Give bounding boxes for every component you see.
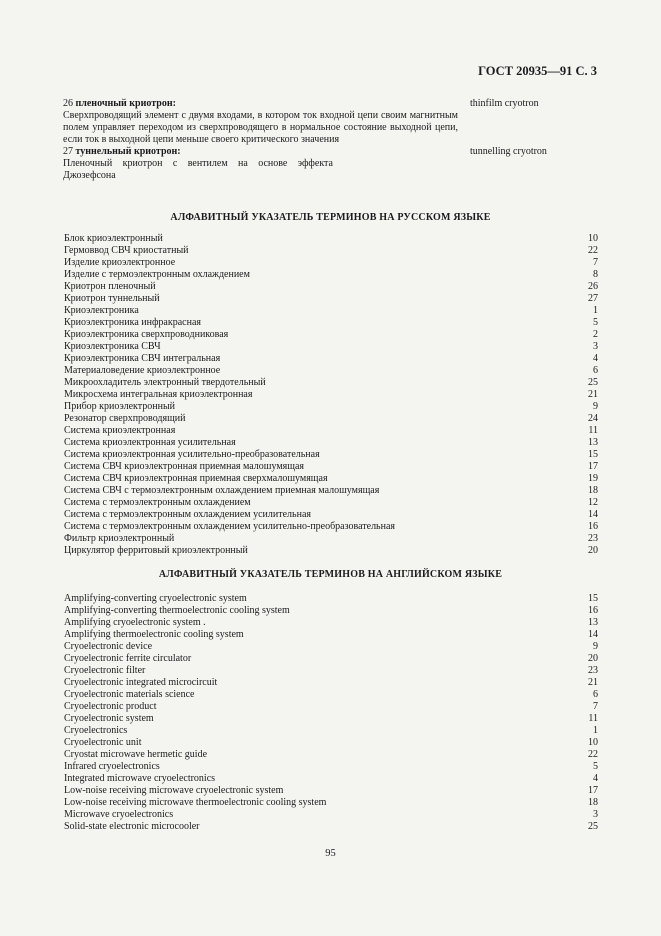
index-row — [64, 689, 598, 701]
term-definition: Сверхпроводящий элемент с двумя входами, в котором ток входной цепи своим магнитным полем управляет переходом из сверхпроводящего в нормальное состояние выходной цепи, если ток в выходной цепи меньше своего критического значения — [63, 110, 458, 145]
index-row — [64, 797, 598, 809]
index-term-number: 23 — [588, 533, 598, 544]
index-term-number: 16 — [588, 605, 598, 616]
index-row — [64, 461, 598, 473]
index-term-number: 25 — [588, 377, 598, 388]
index-term-number: 5 — [593, 317, 598, 328]
index-term: Прибор криоэлектронный — [64, 401, 176, 412]
index-term-number: 4 — [593, 773, 598, 784]
index-term: Cryoelectronic ferrite circulator — [64, 653, 192, 664]
index-row — [64, 629, 598, 641]
term-number: 27 — [63, 146, 73, 157]
index-term-number: 3 — [593, 809, 598, 820]
index-term: Cryoelectronic materials science — [64, 689, 195, 700]
index-term: Криоэлектроника СВЧ — [64, 341, 161, 352]
index-term: Криоэлектроника инфракрасная — [64, 317, 201, 328]
index-term: Микроохладитель электронный твердотельный — [64, 377, 266, 388]
index-row — [64, 617, 598, 629]
index-row — [64, 701, 598, 713]
index-term: Amplifying-converting thermoelectronic cooling system — [64, 605, 290, 616]
index-term: Cryoelectronic product — [64, 701, 157, 712]
index-term: Криоэлектроника — [64, 305, 139, 316]
index-row — [64, 329, 598, 341]
index-term: Циркулятор ферритовый криоэлектронный — [64, 545, 248, 556]
index-term-number: 15 — [588, 449, 598, 460]
index-term-number: 3 — [593, 341, 598, 352]
index-row — [64, 233, 598, 245]
index-term-number: 18 — [588, 485, 598, 496]
index-row — [64, 749, 598, 761]
index-term-number: 2 — [593, 329, 598, 340]
term-number: 26 — [63, 98, 73, 109]
index-row — [64, 245, 598, 257]
index-row — [64, 269, 598, 281]
index-term-number: 17 — [588, 785, 598, 796]
index-row — [64, 437, 598, 449]
term-entry-26 — [63, 98, 597, 146]
index-row — [64, 521, 598, 533]
index-term: Система криоэлектронная усилительная — [64, 437, 236, 448]
index-term: Система СВЧ криоэлектронная приемная сверхмалошумящая — [64, 473, 328, 484]
index-term-number: 16 — [588, 521, 598, 532]
index-term-number: 22 — [588, 749, 598, 760]
index-row — [64, 341, 598, 353]
index-term-number: 11 — [588, 713, 598, 724]
index-term-number: 1 — [593, 725, 598, 736]
index-term-number: 25 — [588, 821, 598, 832]
index-row — [64, 677, 598, 689]
index-term-number: 6 — [593, 365, 598, 376]
index-row — [64, 533, 598, 545]
term-name: пленочный криотрон: — [75, 98, 176, 109]
index-row — [64, 641, 598, 653]
term-name: туннельный криотрон: — [75, 146, 181, 157]
index-row — [64, 353, 598, 365]
index-term: Microwave cryoelectronics — [64, 809, 174, 820]
index-term-number: 19 — [588, 473, 598, 484]
index-term: Гермоввод СВЧ криостатный — [64, 245, 189, 256]
index-row — [64, 389, 598, 401]
term-entry-27 — [63, 146, 597, 182]
index-term: Amplifying thermoelectronic cooling system — [64, 629, 244, 640]
index-row — [64, 773, 598, 785]
index-term: Система с термоэлектронным охлаждением усилительно-преобразовательная — [64, 521, 396, 532]
index-term-number: 21 — [588, 677, 598, 688]
index-row — [64, 305, 598, 317]
index-term: Система с термоэлектронным охлаждением усилительная — [64, 509, 311, 520]
index-term: Система криоэлектронная — [64, 425, 176, 436]
index-term-number: 13 — [588, 617, 598, 628]
page-number: 95 — [325, 848, 336, 859]
index-term: Integrated microwave cryoelectronics — [64, 773, 216, 784]
index-term-number: 9 — [593, 641, 598, 652]
term-english: tunnelling cryotron — [470, 146, 547, 157]
index-term: Solid-state electronic microcooler — [64, 821, 200, 832]
index-term: Cryoelectronic integrated microcircuit — [64, 677, 218, 688]
index-row — [64, 425, 598, 437]
index-row — [64, 365, 598, 377]
index-term-number: 20 — [588, 653, 598, 664]
index-term: Low-noise receiving microwave thermoelectronic cooling system — [64, 797, 327, 808]
index-term: Cryostat microwave hermetic guide — [64, 749, 208, 760]
index-row — [64, 485, 598, 497]
document-header: ГОСТ 20935—91 С. 3 — [478, 64, 597, 78]
index-term: Материаловедение криоэлектронное — [64, 365, 221, 376]
index-term: Микросхема интегральная криоэлектронная — [64, 389, 253, 400]
index-term-number: 12 — [588, 497, 598, 508]
index-term: Резонатор сверхпроводящий — [64, 413, 186, 424]
index-row — [64, 413, 598, 425]
index-term: Изделие криоэлектронное — [64, 257, 176, 268]
index-term: Криоэлектроника СВЧ интегральная — [64, 353, 221, 364]
index-row — [64, 317, 598, 329]
index-term-number: 15 — [588, 593, 598, 604]
index-term: Система криоэлектронная усилительно-преобразовательная — [64, 449, 320, 460]
index-term: Low-noise receiving microwave cryoelectronic system — [64, 785, 284, 796]
index-row — [64, 293, 598, 305]
index-row — [64, 761, 598, 773]
index-term: Cryoelectronic filter — [64, 665, 146, 676]
index-term: Криотрон туннельный — [64, 293, 160, 304]
index-term-number: 7 — [593, 257, 598, 268]
index-row — [64, 509, 598, 521]
index-row — [64, 593, 598, 605]
index-row — [64, 785, 598, 797]
index-term: Криотрон пленочный — [64, 281, 156, 292]
index-row — [64, 665, 598, 677]
index-term-number: 8 — [593, 269, 598, 280]
index-term-number: 26 — [588, 281, 598, 292]
index-row — [64, 281, 598, 293]
index-term: Infrared cryoelectronics — [64, 761, 160, 772]
index-term: Cryoelectronic unit — [64, 737, 142, 748]
index-term-number: 22 — [588, 245, 598, 256]
index-term-number: 10 — [588, 233, 598, 244]
index-row — [64, 737, 598, 749]
index-term-number: 10 — [588, 737, 598, 748]
index-term-number: 14 — [588, 509, 598, 520]
index-term-number: 18 — [588, 797, 598, 808]
index-term: Блок криоэлектронный — [64, 233, 163, 244]
index-row — [64, 653, 598, 665]
index-term: Cryoelectronic system — [64, 713, 154, 724]
index-term-number: 1 — [593, 305, 598, 316]
index-term-number: 24 — [588, 413, 598, 424]
term-definitions — [63, 98, 597, 182]
index-term-number: 4 — [593, 353, 598, 364]
index-row — [64, 605, 598, 617]
term-definition: Пленочный криотрон с вентилем на основе эффекта Джозефсона — [63, 158, 333, 181]
index-term-number: 7 — [593, 701, 598, 712]
index-row — [64, 809, 598, 821]
index-term: Система СВЧ криоэлектронная приемная малошумящая — [64, 461, 305, 472]
index-row — [64, 449, 598, 461]
index-term: Cryoelectronics — [64, 725, 128, 736]
english-index — [64, 593, 598, 833]
index-row — [64, 377, 598, 389]
index-row — [64, 401, 598, 413]
index-term: Система с термоэлектронным охлаждением — [64, 497, 251, 508]
index-term: Криоэлектроника сверхпроводниковая — [64, 329, 229, 340]
index-term: Amplifying-converting cryoelectronic system — [64, 593, 247, 604]
index-row — [64, 725, 598, 737]
russian-index — [64, 233, 598, 557]
index-term: Изделие с термоэлектронным охлаждением — [64, 269, 250, 280]
index-term-number: 6 — [593, 689, 598, 700]
index-row — [64, 497, 598, 509]
term-english: thinfilm cryotron — [470, 98, 539, 109]
index-term-number: 21 — [588, 389, 598, 400]
index-term-number: 20 — [588, 545, 598, 556]
index-row — [64, 821, 598, 833]
index-term-number: 27 — [588, 293, 598, 304]
index-term-number: 5 — [593, 761, 598, 772]
index-term-number: 9 — [593, 401, 598, 412]
index-term-number: 17 — [588, 461, 598, 472]
english-index-title: АЛФАВИТНЫЙ УКАЗАТЕЛЬ ТЕРМИНОВ НА АНГЛИЙСКОМ ЯЗЫКЕ — [158, 569, 503, 580]
russian-index-title: АЛФАВИТНЫЙ УКАЗАТЕЛЬ ТЕРМИНОВ НА РУССКОМ ЯЗЫКЕ — [170, 212, 491, 223]
index-row — [64, 545, 598, 557]
index-row — [64, 473, 598, 485]
index-term-number: 14 — [588, 629, 598, 640]
index-term-number: 13 — [588, 437, 598, 448]
index-term: Amplifying cryoelectronic system . — [64, 617, 206, 628]
index-row — [64, 257, 598, 269]
index-term-number: 23 — [588, 665, 598, 676]
index-term: Система СВЧ с термоэлектронным охлаждением приемная малошумящая — [64, 485, 380, 496]
index-row — [64, 713, 598, 725]
index-term-number: 11 — [588, 425, 598, 436]
index-term: Cryoelectronic device — [64, 641, 153, 652]
index-term: Фильтр криоэлектронный — [64, 533, 175, 544]
